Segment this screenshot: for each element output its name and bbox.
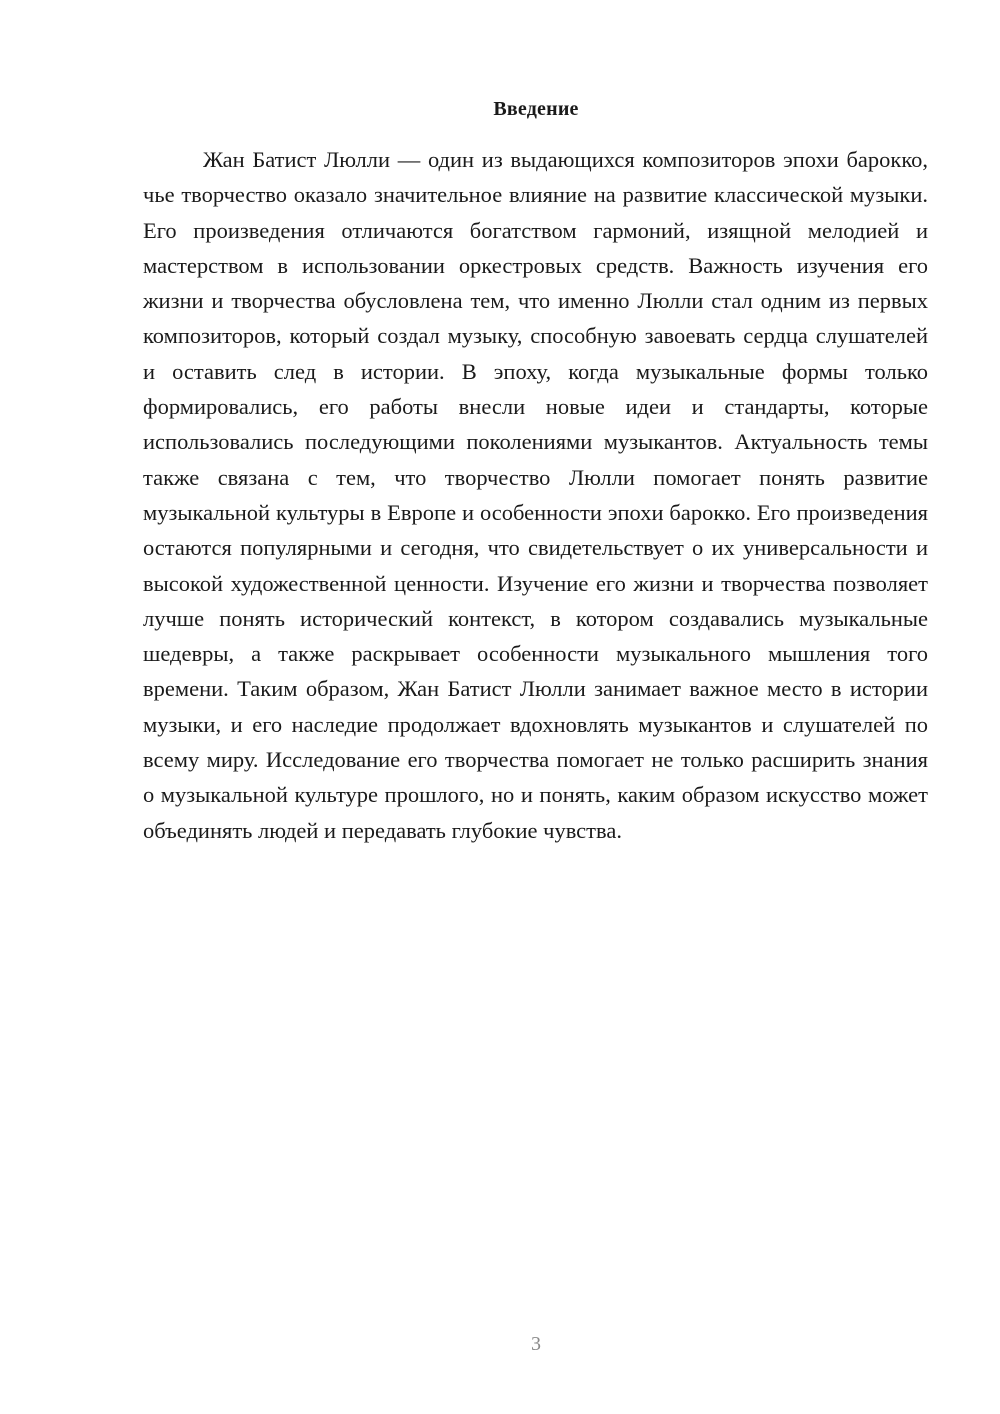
page-number: 3 — [531, 1333, 541, 1355]
body-paragraph: Жан Батист Люлли — один из выдающихся композиторов эпохи барокко, чье творчество оказало значительное влияние на развитие классической музыки. Его произведения отличаются богатством гармоний, изящной мелодией и мастерством в использовании оркестровых средств. Важность изучения его жизни и творчества обусловлена тем, что именно Люлли стал одним из первых композиторов, который создал музыку, способную завоевать сердца слушателей и оставить след в истории. В эпоху, когда музыкальные формы только формировались, его работы внесли новые идеи и стандарты, которые использовались последующими поколениями музыкантов. Актуальность темы также связана с тем, что творчество Люлли помогает понять развитие музыкальной культуры в Европе и особенности эпохи барокко. Его произведения остаются популярными и сегодня, что свидетельствует о их универсальности и высокой художественной ценности. Изучение его жизни и творчества позволяет лучше понять исторический контекст, в котором создавались музыкальные шедевры, а также раскрывает особенности музыкального мышления того времени. Таким образом, Жан Батист Люлли занимает важное место в истории музыки, и его наследие продолжает вдохновлять музыкантов и слушателей по всему миру. Исследование его творчества помогает не только расширить знания о музыкальной культуре прошлого, но и понять, каким образом искусство может объединять людей и передавать глубокие чувства. — [143, 147, 928, 843]
section-heading: Введение — [493, 98, 579, 120]
